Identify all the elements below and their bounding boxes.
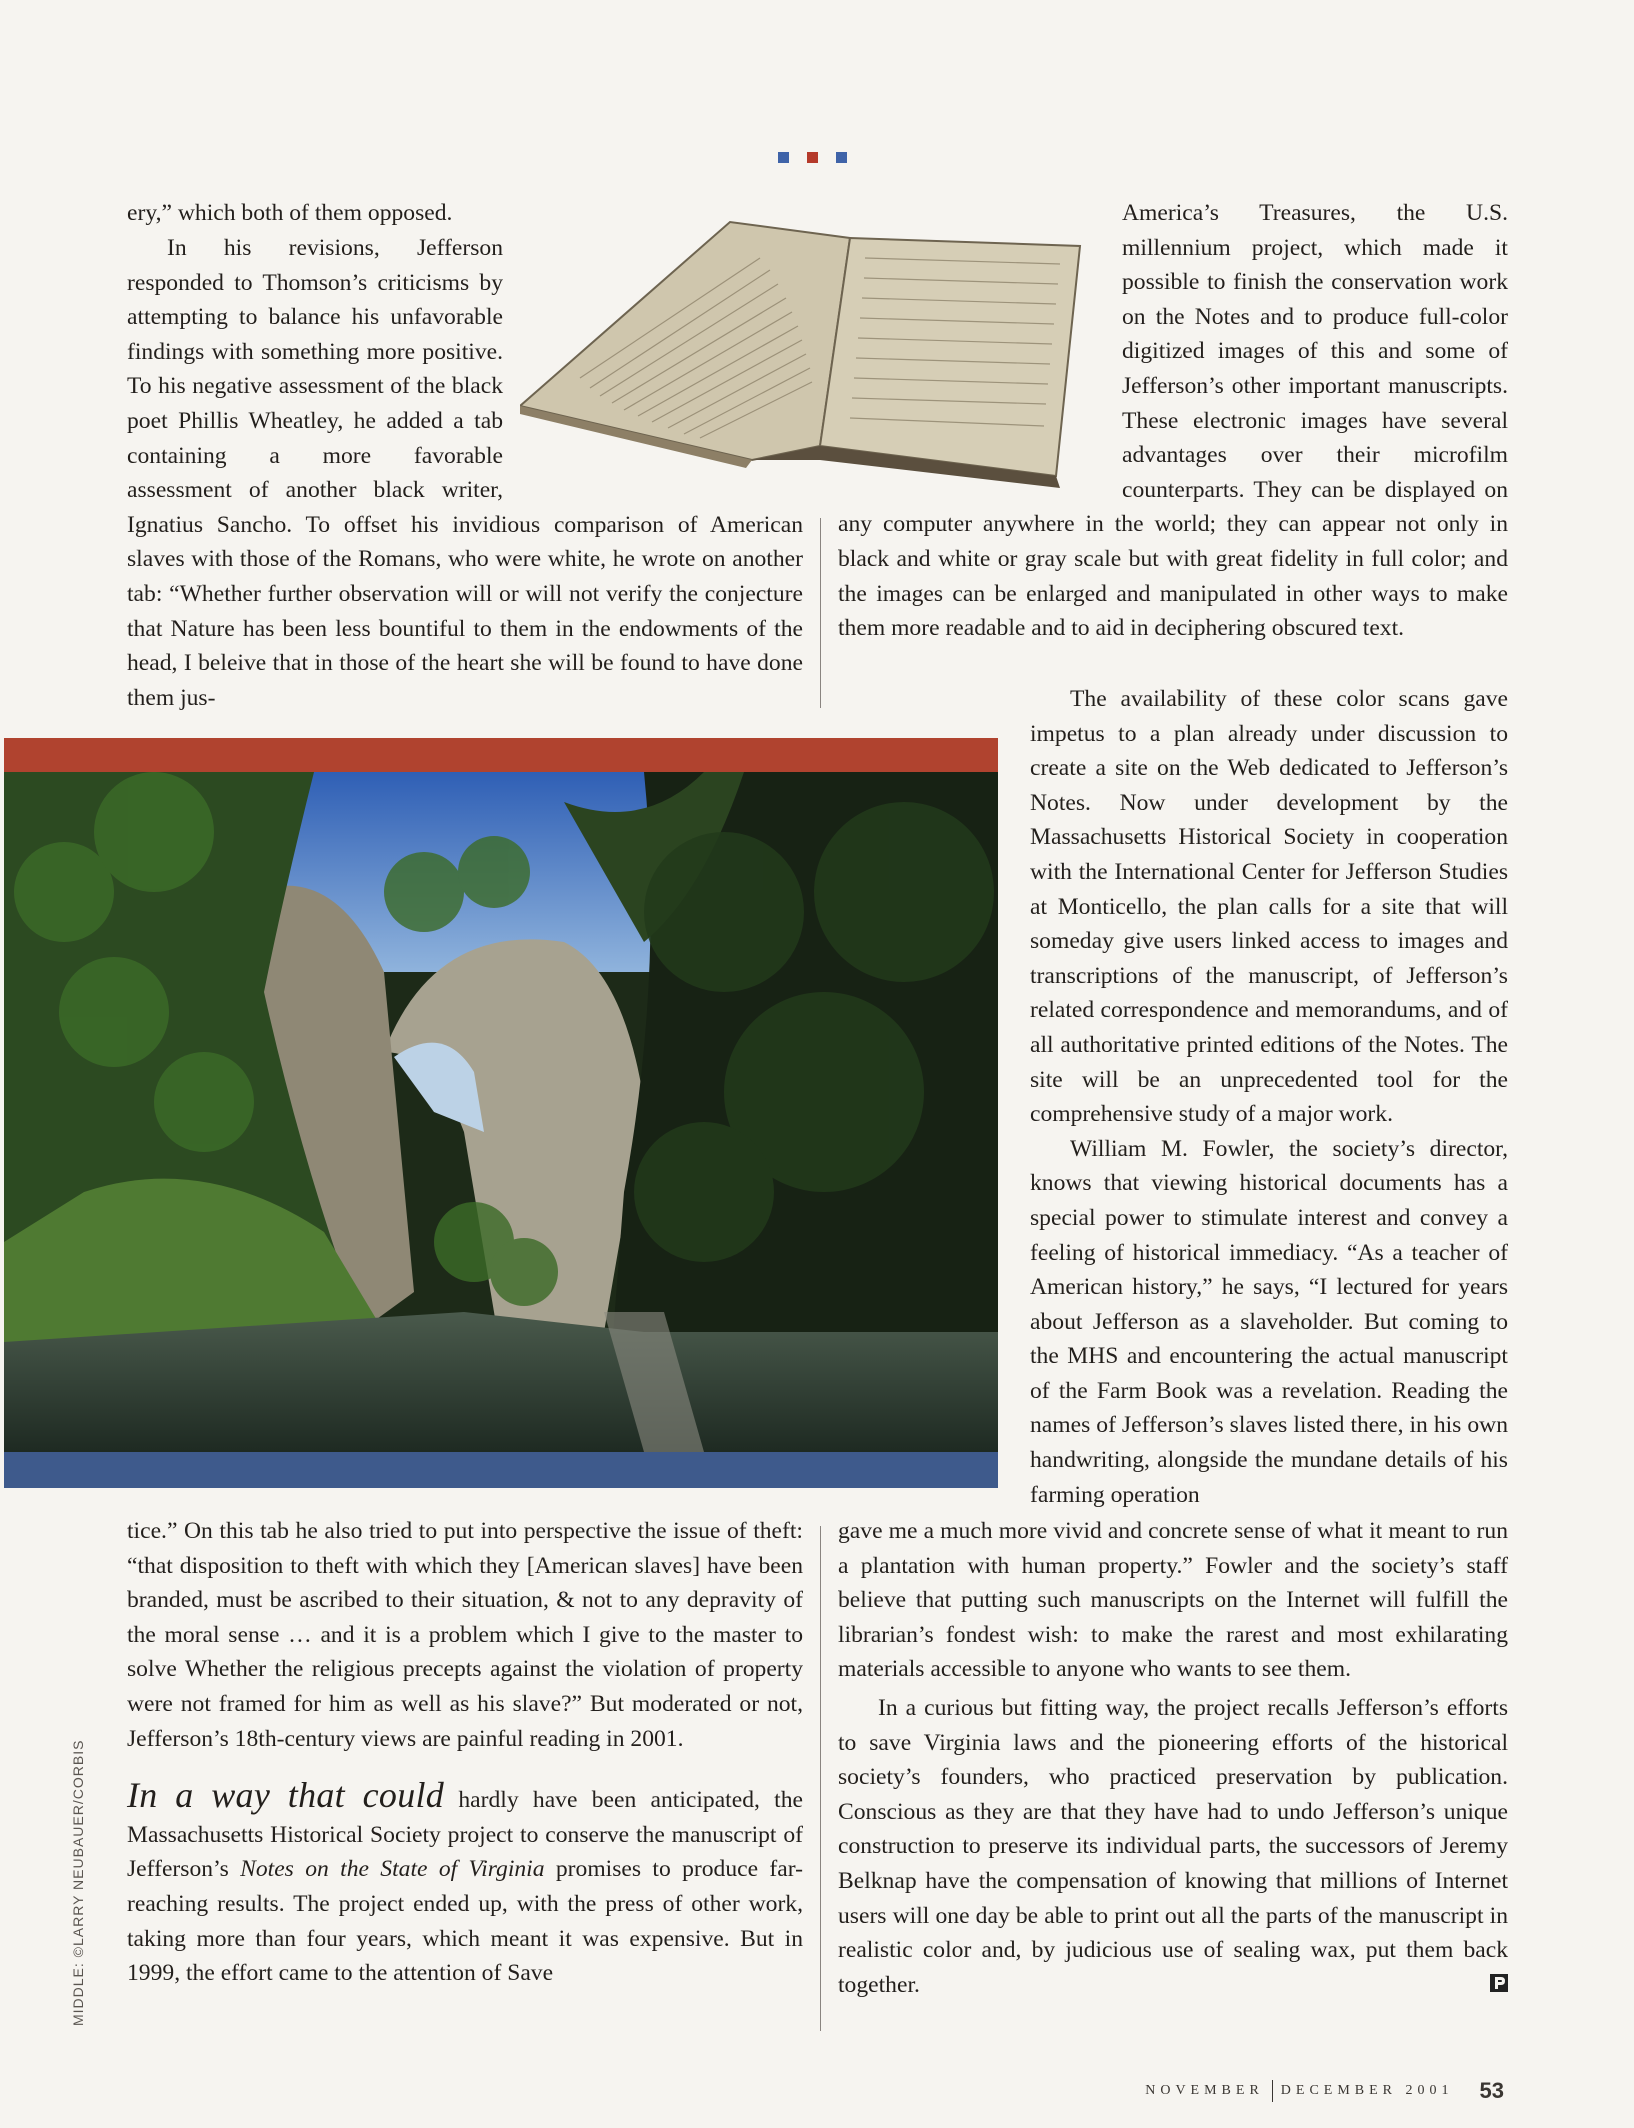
paragraph: America’s Treasures, the U.S. millennium project, which made it possible to finish the conservation work on the Notes and to produce full-color digitized images of this and some of Jefferson’s other important manuscripts. These electronic images have several advantages over their microfilm counterparts. They can be displayed on any computer anywhere in the world; they can appear not only in black and white or gray scale but with great fidelity in full color; and the images can be enlarged and manipulated in other ways to make them more readable and to aid in deciphering obscured text. bbox=[838, 200, 1508, 642]
section-ornament bbox=[778, 152, 847, 163]
lead-text-tail: promises to produce far-reaching results. The project ended up, with the press of other work, taking more than four years, which meant it was expensive. But in 1999, the effort came to the attention of Save bbox=[127, 1856, 803, 1987]
ornament-square-1 bbox=[778, 152, 789, 163]
column-1-top bbox=[127, 196, 803, 231]
paragraph: ery,” which both of them opposed. bbox=[127, 200, 453, 226]
column-2-middle bbox=[838, 682, 1508, 1512]
paragraph: The availability of these color scans gave impetus to a plan already under discussion to create a site on the Web dedicated to Jefferson’s Notes. Now under development by the Massachusetts Historical Society in cooperation with the International Center for Jefferson Studies at Monticello, the plan calls for a site that will someday give users linked access to images and transcriptions of the manuscript, of Jefferson’s related correspondence and memorandums, and of all authoritative printed editions of the Notes. The site will be an unprecedented tool for the comprehensive study of a major work. bbox=[1030, 686, 1508, 1128]
page-number: 53 bbox=[1479, 2078, 1504, 2103]
paragraph: gave me a much more vivid and concrete sense of what it meant to run a plantation with human property.” Fowler and the society’s staff believe that putting such manuscripts on the Internet will fulfill the librarian’s fondest wish: to make the rarest and most exhilarating materials accessible to anyone who wants to see them. bbox=[838, 1518, 1508, 1683]
ornament-square-3 bbox=[836, 152, 847, 163]
ornament-square-2 bbox=[807, 152, 818, 163]
footer-month: NOVEMBER bbox=[1145, 2083, 1264, 2098]
paragraph: William M. Fowler, the society’s director, knows that viewing historical documents has a special power to stimulate interest and convey a feeling of historical immediacy. “As a teacher of American history,” he says, “I lectured for years about Jefferson as a slaveholder. But coming to the MHS and encountering the actual manuscript of the Farm Book was a revelation. Reading the names of Jefferson’s slaves listed there, in his own handwriting, alongside the mundane details of his farming operation bbox=[1030, 1135, 1508, 1508]
paragraph bbox=[838, 1691, 1508, 2002]
book-wrap-spacer bbox=[838, 196, 1122, 507]
book-wrap-spacer bbox=[503, 231, 803, 507]
column-2-top bbox=[838, 196, 1508, 646]
column-divider bbox=[820, 518, 821, 708]
book-title: Notes on the State of Virginia bbox=[240, 1856, 545, 1883]
paragraph: In his revisions, Jefferson responded to Thomson’s criticisms by attempting to balance his unfavorable findings with something more positive. To his negative assessment of the black poet Phillis Wheatley, he added a tab containing a more favorable assessment of another black writer, Ignatius Sancho. To offset his invidious comparison of American slaves with those of the Romans, who were white, he wrote on another tab: “Whether further observation will or will not verify the conjecture that Nature has been less bountiful to them in the endowments of the head, I beleive that in those of the heart she will be found to have done them jus- bbox=[127, 235, 803, 711]
lead-text: hardly have been anticipated, the Massachusetts Historical Society project to conserve the manuscript of Jefferson’s bbox=[127, 1787, 803, 1883]
photo-wrap-spacer bbox=[838, 682, 1030, 1488]
paragraph: tice.” On this tab he also tried to put into perspective the issue of theft: “that disposition to theft with which they [American slaves] have been branded, must be ascribed to their situation, & not to any depravity of the moral sense … and it is a problem which I give to the master to solve Whether the religious precepts against the violation of property were not framed for him as well as his slave?” But moderated or not, Jefferson’s 18th-century views are painful reading in 2001. bbox=[127, 1518, 803, 1752]
column-1-bottom bbox=[127, 1514, 803, 1991]
paragraph-text: In a curious but fitting way, the project recalls Jefferson’s efforts to save Virginia laws and the pioneering efforts of the historical society’s founders, who practiced preservation by publication. Conscious as they are that they have had to undo Jefferson’s unique construction to preserve its individual parts, the successors of Jeremy Belknap have the compensation of knowing that millions of Internet users will one day be able to print out all the parts of the manuscript in realistic color and, by judicious use of sealing wax, put them back together. bbox=[838, 1694, 1508, 1998]
footer-separator bbox=[1272, 2080, 1273, 2102]
column-1-paragraph-2 bbox=[127, 231, 803, 715]
page-footer bbox=[1145, 2078, 1504, 2104]
footer-issue: DECEMBER 2001 bbox=[1280, 2083, 1454, 2098]
end-mark-icon bbox=[1490, 1974, 1508, 1992]
lead-in-phrase: In a way that could bbox=[127, 1775, 445, 1816]
column-2-bottom bbox=[838, 1514, 1508, 2002]
photo-credit: MIDDLE: ©LARRY NEUBAUER/CORBIS bbox=[70, 1739, 86, 2026]
column-divider bbox=[820, 1526, 821, 2031]
paragraph-lead bbox=[127, 1775, 803, 1991]
